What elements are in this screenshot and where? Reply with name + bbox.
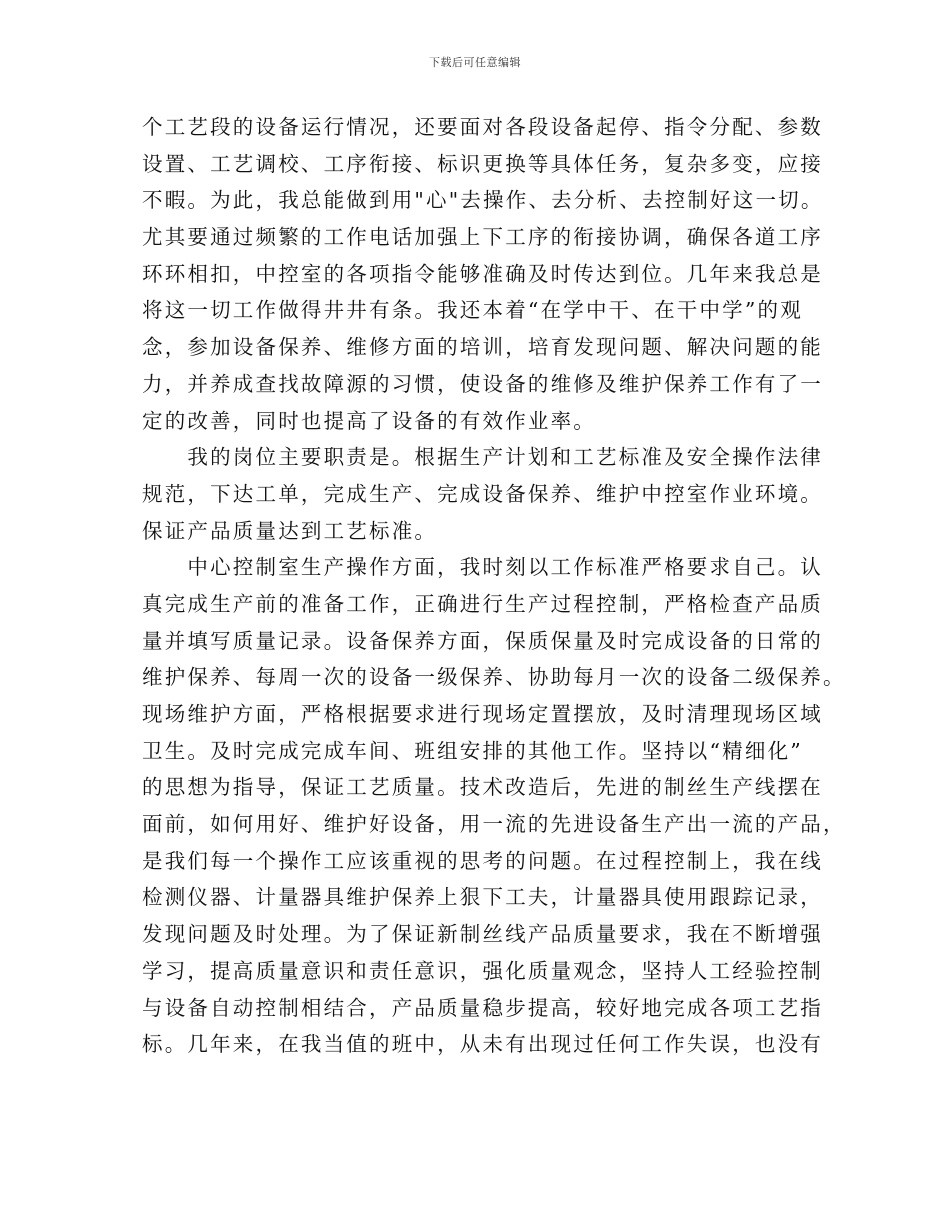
text-line: 尤其要通过频繁的工作电话加强上下工序的衔接协调，确保各道工序	[142, 225, 823, 250]
body-text	[142, 109, 846, 1063]
text-line: 保证产品质量达到工艺标准。	[142, 518, 438, 543]
text-line: 与设备自动控制相结合，产品质量稳步提高，较好地完成各项工艺指	[142, 995, 823, 1020]
text-line: 卫生。及时完成完成车间、班组安排的其他工作。坚持以“精细化”	[142, 738, 803, 763]
text-line: 标。几年来，在我当值的班中，从未有出现过任何工作失误，也没有	[142, 1032, 823, 1057]
text-line: 不暇。为此，我总能做到用"心"去操作、去分析、去控制好这一切。	[142, 188, 824, 213]
text-line: 我的岗位主要职责是。根据生产计划和工艺标准及安全操作法律	[142, 445, 823, 470]
text-line: 现场维护方面，严格根据要求进行现场定置摆放，及时清理现场区域	[142, 702, 823, 726]
text-line: 面前，如何用好、维护好设备，用一流的先进设备生产出一流的产品，	[142, 812, 846, 837]
text-line: 中心控制室生产操作方面，我时刻以工作标准严格要求自己。认	[142, 555, 823, 580]
text-line: 定的改善，同时也提高了设备的有效作业率。	[142, 408, 596, 433]
text-line: 个工艺段的设备运行情况，还要面对各段设备起停、指令分配、参数	[142, 115, 823, 139]
text-line: 力，并养成查找故障源的习惯，使设备的维修及维护保养工作有了一	[142, 371, 823, 396]
page-header: 下载后可任意编辑	[429, 56, 521, 69]
text-line: 念，参加设备保养、维修方面的培训，培育发现问题、解决问题的能	[142, 335, 823, 360]
text-line: 将这一切工作做得井井有条。我还本着“在学中干、在干中学”的观	[142, 298, 803, 323]
text-line: 规范，下达工单，完成生产、完成设备保养、维护中控室作业环境。	[142, 481, 823, 506]
text-line: 设置、工艺调校、工序衔接、标识更换等具体任务，复杂多变，应接	[142, 151, 823, 176]
text-line: 环环相扣，中控室的各项指令能够准确及时传达到位。几年来我总是	[142, 261, 823, 286]
text-line: 维护保养、每周一次的设备一级保养、协助每月一次的设备二级保养。	[142, 665, 846, 690]
text-line: 是我们每一个操作工应该重视的思考的问题。在过程控制上，我在线	[142, 848, 823, 873]
text-line: 真完成生产前的准备工作，正确进行生产过程控制，严格检查产品质	[142, 591, 823, 616]
text-line: 发现问题及时处理。为了保证新制丝线产品质量要求，我在不断增强	[142, 922, 823, 947]
text-line: 量并填写质量记录。设备保养方面，保质保量及时完成设备的日常的	[142, 628, 823, 653]
text-line: 学习，提高质量意识和责任意识，强化质量观念，坚持人工经验控制	[142, 958, 823, 983]
text-line: 的思想为指导，保证工艺质量。技术改造后，先进的制丝生产线摆在	[142, 775, 823, 800]
text-line: 检测仪器、计量器具维护保养上狠下工夫，计量器具使用跟踪记录，	[142, 885, 823, 910]
